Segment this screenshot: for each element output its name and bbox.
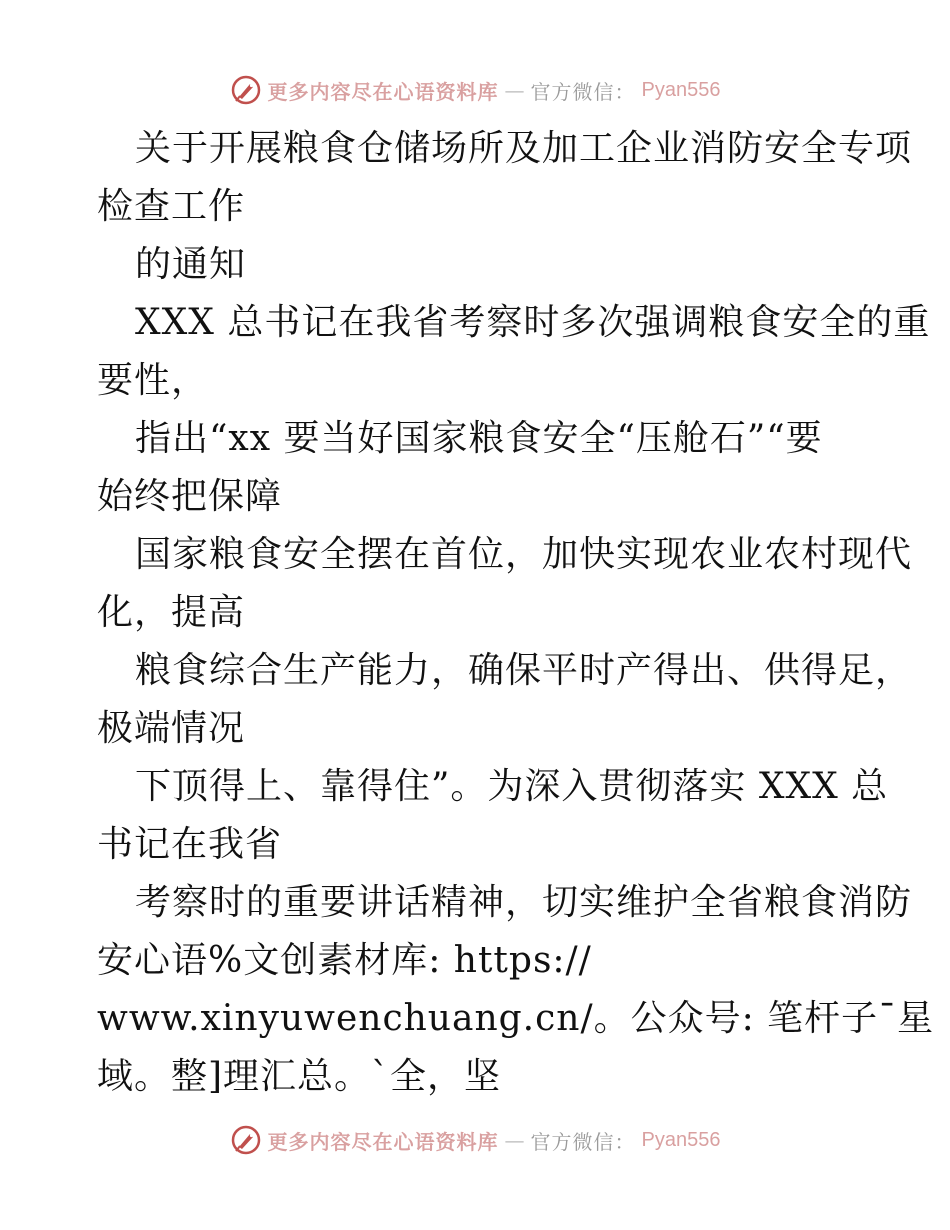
paragraph-line: 书记在我省 — [97, 824, 283, 865]
title-line-2: 检查工作 — [97, 186, 246, 227]
banner-separator: — — [504, 1128, 525, 1152]
paragraph-line: XXX 总书记在我省考察时多次强调粮食安全的重 — [135, 302, 931, 343]
banner-sub-text: 官方微信： — [530, 79, 636, 104]
banner-wechat-id: Pyan556 — [641, 78, 721, 101]
document-body — [97, 120, 935, 1106]
title-line-3: 的通知 — [135, 244, 247, 285]
title-line-1: 关于开展粮食仓储场所及加工企业消防安全专项 — [135, 128, 913, 169]
paragraph-line: 国家粮食安全摆在首位，加快实现农业农村现代 — [135, 534, 913, 575]
pen-nib-logo-icon — [230, 1124, 262, 1156]
banner-main-text: 更多内容尽在心语资料库 — [267, 1129, 499, 1154]
pen-nib-logo-icon — [230, 74, 262, 106]
banner-sub-text: 官方微信： — [530, 1129, 636, 1154]
header-banner — [0, 72, 950, 108]
banner-main-text: 更多内容尽在心语资料库 — [267, 79, 499, 104]
paragraph-line: 化，提高 — [97, 592, 246, 633]
paragraph-line: 粮食综合生产能力，确保平时产得出、供得足， — [135, 650, 913, 691]
paragraph-line: www.xinyuwenchuang.cn/。公众号: 笔杆子¯星 — [97, 998, 935, 1039]
paragraph-line: 极端情况 — [97, 708, 246, 749]
paragraph-line: 考察时的重要讲话精神，切实维护全省粮食消防 — [135, 882, 913, 923]
paragraph-line: 域。整]理汇总。`全，坚 — [97, 1056, 502, 1097]
paragraph-line: 指出“xx 要当好国家粮食安全“压舱石”“要 — [135, 418, 823, 459]
banner-wechat-id: Pyan556 — [641, 1128, 721, 1151]
paragraph-line: 安心语%文创素材库: https:// — [97, 940, 592, 981]
footer-banner — [0, 1122, 950, 1158]
paragraph-line: 下顶得上、靠得住”。为深入贯彻落实 XXX 总 — [135, 766, 889, 807]
paragraph-line: 要性， — [97, 360, 209, 401]
banner-separator: — — [504, 78, 525, 102]
paragraph-line: 始终把保障 — [97, 476, 283, 517]
